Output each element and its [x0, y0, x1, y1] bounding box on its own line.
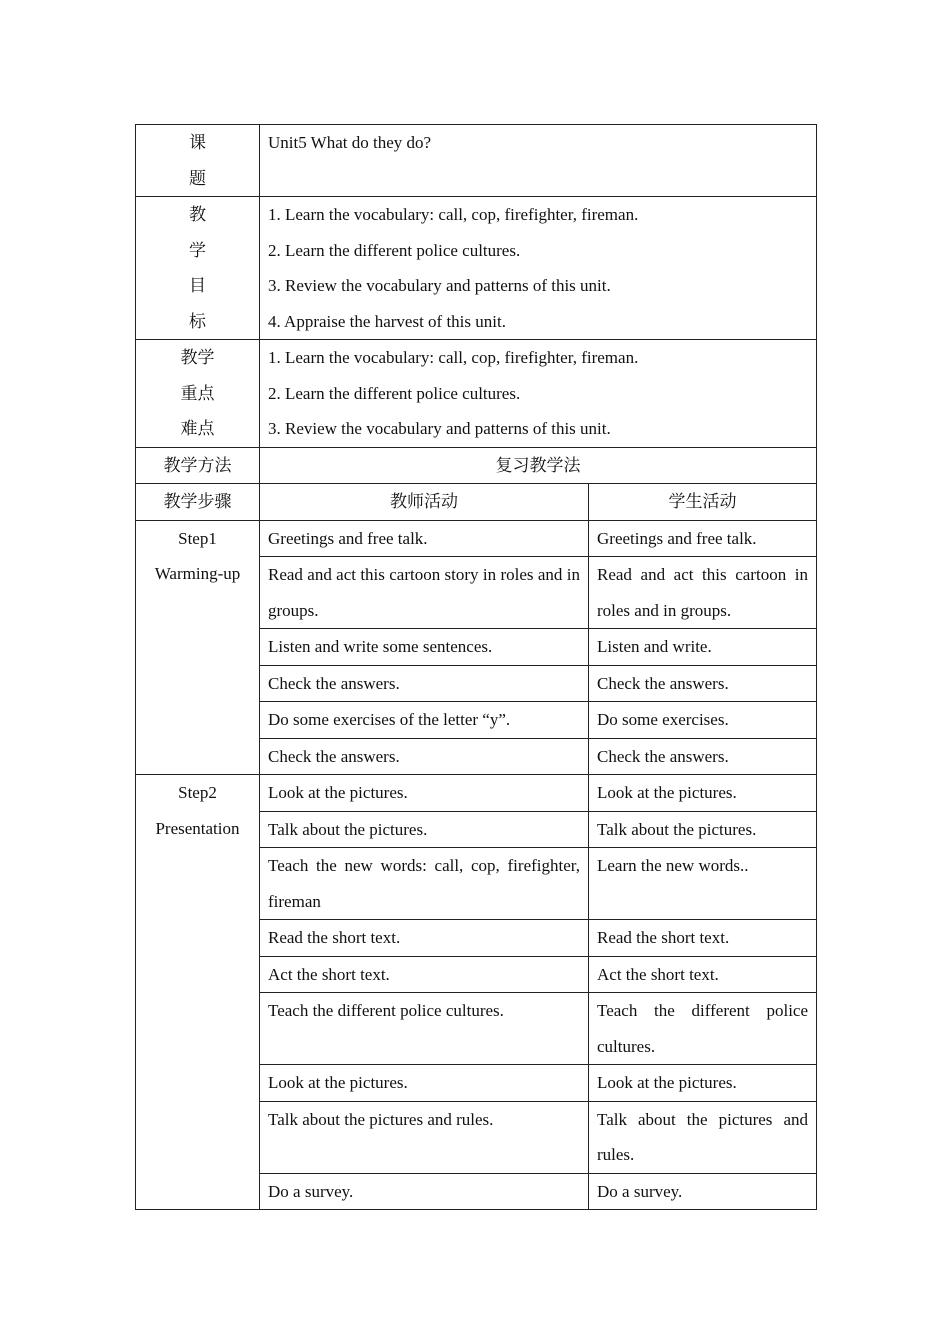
objectives-label — [136, 197, 260, 340]
key-points-label-line: 重点 — [180, 383, 215, 403]
teacher-activity: Read the short text. — [260, 920, 589, 957]
teacher-activity: Act the short text. — [260, 956, 589, 993]
objectives-label-char: 标 — [189, 311, 206, 331]
student-activity: Talk about the pictures. — [589, 811, 817, 848]
step-activity-row — [136, 520, 817, 557]
teacher-activity: Listen and write some sentences. — [260, 629, 589, 666]
step-label — [136, 520, 260, 775]
objectives-label-char: 目 — [189, 276, 206, 295]
objective-item: 1. Learn the vocabulary: call, cop, firefighter, fireman. — [268, 205, 639, 224]
step-stage: Warming-up — [154, 564, 241, 583]
method-value: 复习教学法 — [260, 447, 817, 484]
method-label: 教学方法 — [136, 447, 260, 484]
teacher-activity: Talk about the pictures. — [260, 811, 589, 848]
objectives-list — [260, 197, 817, 340]
teacher-activity: Greetings and free talk. — [260, 520, 589, 557]
student-activity: Look at the pictures. — [589, 775, 817, 812]
key-points-label — [136, 340, 260, 448]
student-activity: Do a survey. — [589, 1173, 817, 1210]
student-activity-header: 学生活动 — [589, 484, 817, 521]
teacher-activity: Do a survey. — [260, 1173, 589, 1210]
student-activity: Listen and write. — [589, 629, 817, 666]
teacher-activity: Talk about the pictures and rules. — [260, 1101, 589, 1173]
steps-header-row — [136, 484, 817, 521]
key-points-row — [136, 340, 817, 448]
student-activity: Talk about the pictures and rules. — [589, 1101, 817, 1173]
student-activity: Do some exercises. — [589, 702, 817, 739]
objectives-label-char: 学 — [189, 240, 206, 260]
student-activity: Check the answers. — [589, 738, 817, 775]
steps-label: 教学步骤 — [136, 484, 260, 521]
student-activity: Teach the different police cultures. — [589, 993, 817, 1065]
teacher-activity: Look at the pictures. — [260, 1065, 589, 1102]
key-points-label-line: 难点 — [180, 419, 215, 438]
step-label — [136, 775, 260, 1210]
objectives-label-char: 教 — [189, 205, 206, 224]
teacher-activity: Read and act this cartoon story in roles and in groups. — [260, 557, 589, 629]
student-activity: Read the short text. — [589, 920, 817, 957]
teacher-activity: Teach the different police cultures. — [260, 993, 589, 1065]
student-activity: Check the answers. — [589, 665, 817, 702]
step-name: Step2 — [178, 783, 217, 802]
step-activity-row — [136, 775, 817, 812]
objective-item: 3. Review the vocabulary and patterns of this unit. — [268, 276, 611, 295]
key-point-item: 3. Review the vocabulary and patterns of this unit. — [268, 419, 611, 438]
key-points-label-line: 教学 — [180, 348, 215, 367]
topic-text: Unit5 What do they do? — [268, 133, 432, 152]
student-activity: Greetings and free talk. — [589, 520, 817, 557]
lesson-plan-table — [135, 124, 817, 1210]
teacher-activity-header: 教师活动 — [260, 484, 589, 521]
student-activity: Look at the pictures. — [589, 1065, 817, 1102]
key-point-item: 2. Learn the different police cultures. — [268, 383, 521, 403]
student-activity: Learn the new words.. — [589, 848, 817, 920]
topic-label — [136, 125, 260, 197]
step-name: Step1 — [178, 528, 217, 548]
objectives-row — [136, 197, 817, 340]
teacher-activity: Teach the new words: call, cop, firefighter, fireman — [260, 848, 589, 920]
topic-label-char: 题 — [189, 168, 206, 188]
method-row — [136, 447, 817, 484]
key-points-list — [260, 340, 817, 448]
topic-row — [136, 125, 817, 197]
teacher-activity: Look at the pictures. — [260, 775, 589, 812]
teacher-activity: Check the answers. — [260, 738, 589, 775]
teacher-activity: Check the answers. — [260, 665, 589, 702]
topic-value — [260, 125, 817, 197]
teacher-activity: Do some exercises of the letter “y”. — [260, 702, 589, 739]
student-activity: Act the short text. — [589, 956, 817, 993]
key-point-item: 1. Learn the vocabulary: call, cop, firefighter, fireman. — [268, 348, 639, 367]
step-stage: Presentation — [155, 818, 240, 838]
student-activity: Read and act this cartoon in roles and in groups. — [589, 557, 817, 629]
objective-item: 2. Learn the different police cultures. — [268, 240, 521, 260]
objective-item: 4. Appraise the harvest of this unit. — [268, 311, 506, 331]
topic-label-char: 课 — [189, 133, 206, 152]
